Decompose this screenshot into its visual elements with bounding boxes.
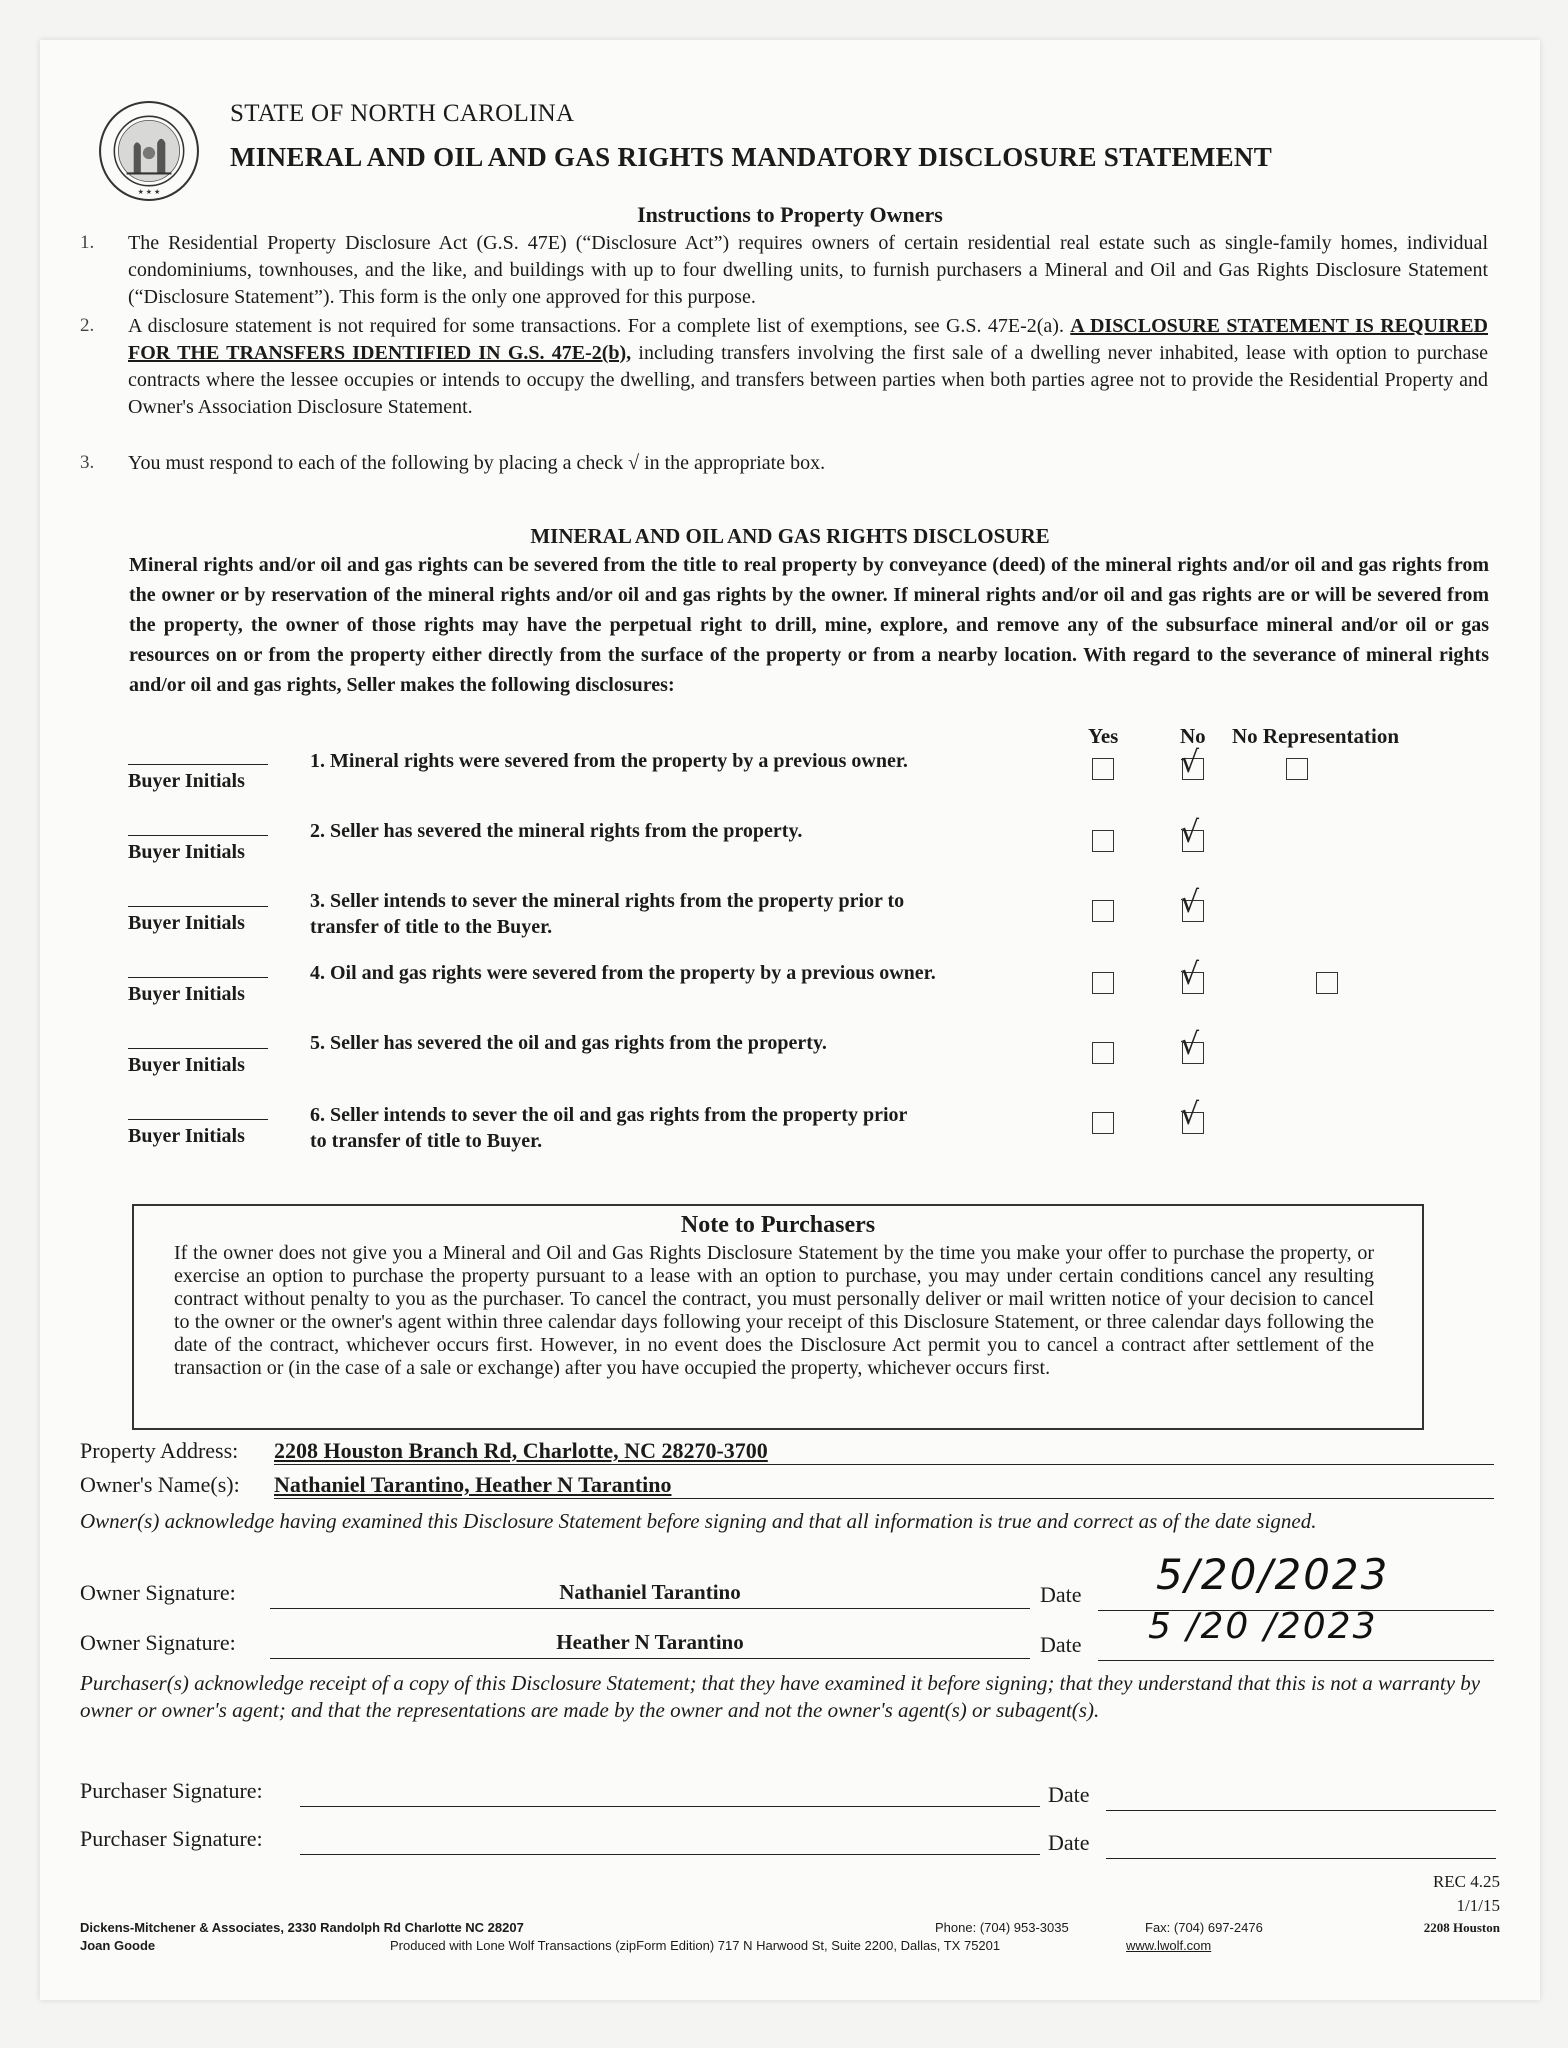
checkbox-no-representation[interactable] xyxy=(1316,972,1338,994)
checkbox-yes[interactable] xyxy=(1092,758,1114,780)
item-line: 2. Seller has severed the mineral rights from the property. xyxy=(310,820,803,842)
owner-date-handwritten: 5 /20 /2023 xyxy=(1148,1606,1378,1647)
footer-agent: Joan Goode xyxy=(80,1938,156,1953)
instruction-text-part: A disclosure statement is not required for some transactions. For a complete list of exemptions, see G.S. 47E-2(a). xyxy=(128,315,1071,337)
check-mark-icon: √ xyxy=(1180,1097,1200,1132)
instructions-title: Instructions to Property Owners xyxy=(637,202,943,227)
item-line: 6. Seller intends to sever the oil and gas rights from the property prior xyxy=(310,1104,908,1126)
note-to-purchasers-box xyxy=(132,1204,1424,1430)
property-address-field[interactable] xyxy=(274,1438,1494,1465)
buyer-initials-label: Buyer Initials xyxy=(128,1054,245,1076)
owner-date-label: Date xyxy=(1040,1582,1082,1607)
owner-signature-label: Owner Signature: xyxy=(80,1580,236,1605)
buyer-initials-label: Buyer Initials xyxy=(128,983,245,1005)
document-name: 2208 Houston xyxy=(1423,1920,1500,1935)
item-line: 1. Mineral rights were severed from the property by a previous owner. xyxy=(310,750,908,772)
buyer-initials-line[interactable] xyxy=(128,977,268,978)
column-no-representation: No Representation xyxy=(1232,724,1400,748)
instruction-text xyxy=(128,313,1488,421)
disclosure-title: MINERAL AND OIL AND GAS RIGHTS DISCLOSURE xyxy=(530,524,1050,548)
column-yes: Yes xyxy=(1088,724,1119,748)
footer-produced-with: Produced with Lone Wolf Transactions (zipForm Edition) 717 N Harwood St, Suite 2200, Dallas, TX 75201 xyxy=(390,1938,1001,1953)
footer-company: Dickens-Mitchener & Associates, 2330 Randolph Rd Charlotte NC 28207 xyxy=(80,1920,524,1935)
buyer-initials-label: Buyer Initials xyxy=(128,1125,245,1147)
check-mark-icon: √ xyxy=(1180,885,1200,920)
checkbox-yes[interactable] xyxy=(1092,900,1114,922)
buyer-initials-label: Buyer Initials xyxy=(128,770,245,792)
instruction-number: 1. xyxy=(80,232,95,253)
svg-text:★ ★ ★: ★ ★ ★ xyxy=(137,187,161,196)
column-no: No xyxy=(1180,724,1206,748)
purchaser-date-field[interactable] xyxy=(1106,1780,1496,1811)
checkbox-yes[interactable] xyxy=(1092,830,1114,852)
form-revision: 1/1/15 xyxy=(1456,1896,1500,1915)
owner-signature-field[interactable] xyxy=(270,1630,1030,1659)
purchaser-date-field[interactable] xyxy=(1106,1828,1496,1859)
footer-phone: Phone: (704) 953-3035 xyxy=(935,1920,1069,1935)
checkbox-yes[interactable] xyxy=(1092,1112,1114,1134)
document-page xyxy=(40,40,1540,2000)
buyer-initials-line[interactable] xyxy=(128,1119,268,1120)
instruction-text: You must respond to each of the following by placing a check √ in the appropriate box. xyxy=(128,452,826,474)
disclosure-item-2 xyxy=(310,818,1050,844)
item-line: 4. Oil and gas rights were severed from the property by a previous owner. xyxy=(310,962,936,984)
check-mark-icon: √ xyxy=(1180,745,1200,780)
state-seal-icon xyxy=(98,100,200,202)
purchaser-signature-field[interactable] xyxy=(300,1778,1040,1807)
owner-acknowledgement: Owner(s) acknowledge having examined this Disclosure Statement before signing and that all information is true and correct as of the date signed. xyxy=(80,1509,1317,1533)
property-address-value: 2208 Houston Branch Rd, Charlotte, NC 28270-3700 xyxy=(274,1438,768,1463)
owners-name-field[interactable] xyxy=(274,1472,1494,1499)
check-mark-icon: √ xyxy=(1180,815,1200,850)
checkbox-no-representation[interactable] xyxy=(1286,758,1308,780)
owner-signature-name: Nathaniel Tarantino xyxy=(559,1580,741,1604)
purchaser-acknowledgement: Purchaser(s) acknowledge receipt of a copy of this Disclosure Statement; that they have examined it before signing; that they understand that this is not a warranty by owner or owner's agent; and that the representations are made by the owner and not the owner's agent(s) or subagent(s). xyxy=(80,1671,1481,1722)
property-address-label: Property Address: xyxy=(80,1438,239,1463)
disclosure-paragraph: Mineral rights and/or oil and gas rights can be severed from the title to real property by conveyance (deed) of the mineral rights and/or oil and gas rights from the owner or by reservation of the mineral rights and/or oil and gas rights by the owner. If mineral rights and/or oil and gas rights are or will be severed from the property, the owner of those rights may have the perpetual right to drill, mine, explore, and remove any of the subsurface mineral and/or oil or gas resources on or from the property either directly from the surface of the property or from a nearby location. With regard to the severance of mineral rights and/or oil and gas rights, Seller makes the following disclosures: xyxy=(129,554,1489,696)
header-state: STATE OF NORTH CAROLINA xyxy=(230,100,575,127)
owner-date-handwritten: 5/20/2023 xyxy=(1156,1550,1390,1599)
owners-name-label: Owner's Name(s): xyxy=(80,1472,240,1497)
note-title: Note to Purchasers xyxy=(680,1212,876,1238)
footer-url-link[interactable]: www.lwolf.com xyxy=(1126,1938,1212,1953)
buyer-initials-label: Buyer Initials xyxy=(128,912,245,934)
owners-name-value: Nathaniel Tarantino, Heather N Tarantino xyxy=(274,1472,672,1497)
form-code: REC 4.25 xyxy=(1432,1872,1500,1891)
item-line: to transfer of title to Buyer. xyxy=(310,1130,543,1152)
instruction-number: 2. xyxy=(80,315,95,336)
footer-fax: Fax: (704) 697-2476 xyxy=(1145,1920,1263,1935)
instruction-number: 3. xyxy=(80,452,95,473)
instruction-text-part: including transfers involving the first sale of a dwelling never inhabited, lease with option to purchase contracts where the lessee occupies or intends to occupy the dwelling, and transfers between parties when both parties agree not to provide the Residential Property and Owner's Association Disclosure Statement. xyxy=(128,342,1488,418)
disclosure-item-6 xyxy=(310,1102,1050,1154)
header-title: MINERAL AND OIL AND GAS RIGHTS MANDATORY DISCLOSURE STATEMENT xyxy=(230,142,1273,172)
buyer-initials-label: Buyer Initials xyxy=(128,841,245,863)
buyer-initials-line[interactable] xyxy=(128,764,268,765)
purchaser-date-label: Date xyxy=(1048,1782,1090,1807)
disclosure-item-4 xyxy=(310,960,1050,986)
item-line: 3. Seller intends to sever the mineral rights from the property prior to xyxy=(310,890,905,912)
owner-signature-label: Owner Signature: xyxy=(80,1630,236,1655)
item-line: 5. Seller has severed the oil and gas rights from the property. xyxy=(310,1032,827,1054)
buyer-initials-line[interactable] xyxy=(128,906,268,907)
disclosure-item-3 xyxy=(310,888,1050,940)
item-line: transfer of title to the Buyer. xyxy=(310,916,553,938)
check-mark-icon: √ xyxy=(1180,1027,1200,1062)
checkbox-yes[interactable] xyxy=(1092,972,1114,994)
instruction-required-emphasis: A DISCLOSURE STATEMENT IS REQUIRED FOR THE TRANSFERS IDENTIFIED IN G.S. 47E-2(b), xyxy=(128,315,1489,364)
checkbox-yes[interactable] xyxy=(1092,1042,1114,1064)
purchaser-signature-field[interactable] xyxy=(300,1826,1040,1855)
owner-date-label: Date xyxy=(1040,1632,1082,1657)
owner-signature-field[interactable] xyxy=(270,1580,1030,1609)
note-text: If the owner does not give you a Mineral and Oil and Gas Rights Disclosure Statement by the time you make your offer to purchase the property, or exercise an option to purchase the property pursuant to a lease with an option to purchase, you may under certain conditions cancel any resulting contract without penalty to you as the purchaser. To cancel the contract, you must personally deliver or mail written notice of your decision to cancel to the owner or the owner's agent within three calendar days following your receipt of this Disclosure Statement, or three calendar days following the date of the contract, whichever occurs first. However, in no event does the Disclosure Act permit you to cancel a contract after settlement of the transaction or (in the case of a sale or exchange) after you have occupied the property, whichever occurs first. xyxy=(174,1242,1374,1379)
disclosure-item-5 xyxy=(310,1030,1050,1056)
purchaser-date-label: Date xyxy=(1048,1830,1090,1855)
buyer-initials-line[interactable] xyxy=(128,835,268,836)
owner-signature-name: Heather N Tarantino xyxy=(556,1630,744,1654)
disclosure-item-1 xyxy=(310,748,1050,774)
buyer-initials-line[interactable] xyxy=(128,1048,268,1049)
purchaser-signature-label: Purchaser Signature: xyxy=(80,1826,263,1851)
instruction-text: The Residential Property Disclosure Act (G.S. 47E) (“Disclosure Act”) requires owners of certain residential real estate such as single-family homes, individual condominiums, townhouses, and the like, and buildings with up to four dwelling units, to furnish purchasers a Mineral and Oil and Gas Rights Disclosure Statement (“Disclosure Statement”). This form is the only one approved for this purpose. xyxy=(128,232,1488,308)
purchaser-signature-label: Purchaser Signature: xyxy=(80,1778,263,1803)
check-mark-icon: √ xyxy=(1180,957,1200,992)
